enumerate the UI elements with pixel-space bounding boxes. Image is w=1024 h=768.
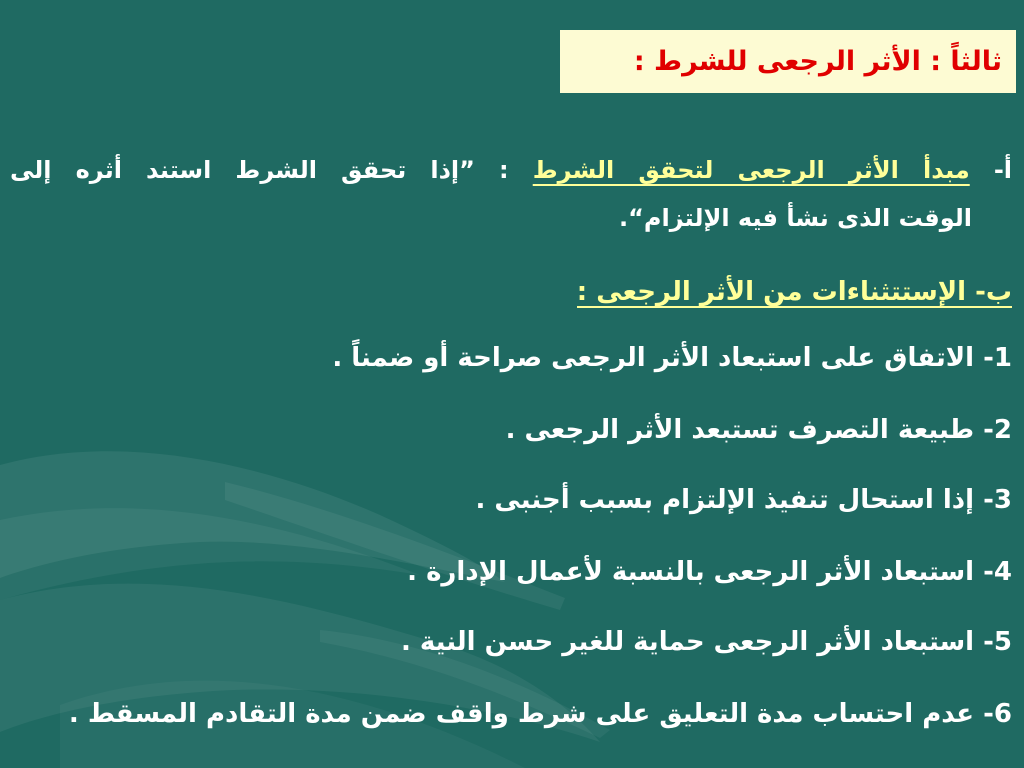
- slide-title-box: [560, 30, 1016, 93]
- exception-item-4: 4- استبعاد الأثر الرجعى بالنسبة لأعمال الإدارة .: [407, 557, 1012, 587]
- exception-item-3: 3- إذا استحال تنفيذ الإلتزام بسبب أجنبى .: [475, 485, 1012, 515]
- exception-item-2: 2- طبيعة التصرف تستبعد الأثر الرجعى .: [505, 415, 1012, 445]
- exception-item-1: 1- الاتفاق على استبعاد الأثر الرجعى صراحة أو ضمناً .: [332, 343, 1012, 373]
- exceptions-heading: [577, 272, 1012, 312]
- exception-item-5: 5- استبعاد الأثر الرجعى حماية للغير حسن النية .: [400, 627, 1012, 657]
- slide-title: ثالثاً : الأثر الرجعى للشرط :: [633, 46, 1002, 77]
- exceptions-heading-text: ب- الإستتثناءات من الأثر الرجعى :: [576, 277, 1012, 307]
- principle-term: مبدأ الأثر الرجعى لتحقق الشرط: [532, 156, 970, 184]
- principle-line-1: [10, 150, 1012, 190]
- principle-line-2: [619, 198, 972, 238]
- principle-definition-part-2: الوقت الذى نشأ فيه الإلتزام“.: [619, 204, 972, 232]
- principle-marker: أ-: [969, 156, 1012, 184]
- exception-item-6: 6- عدم احتساب مدة التعليق على شرط واقف ضمن مدة التقادم المسقط .: [68, 699, 1012, 729]
- principle-definition-part-1: : ”إذا تحقق الشرط استند أثره إلى: [10, 156, 533, 184]
